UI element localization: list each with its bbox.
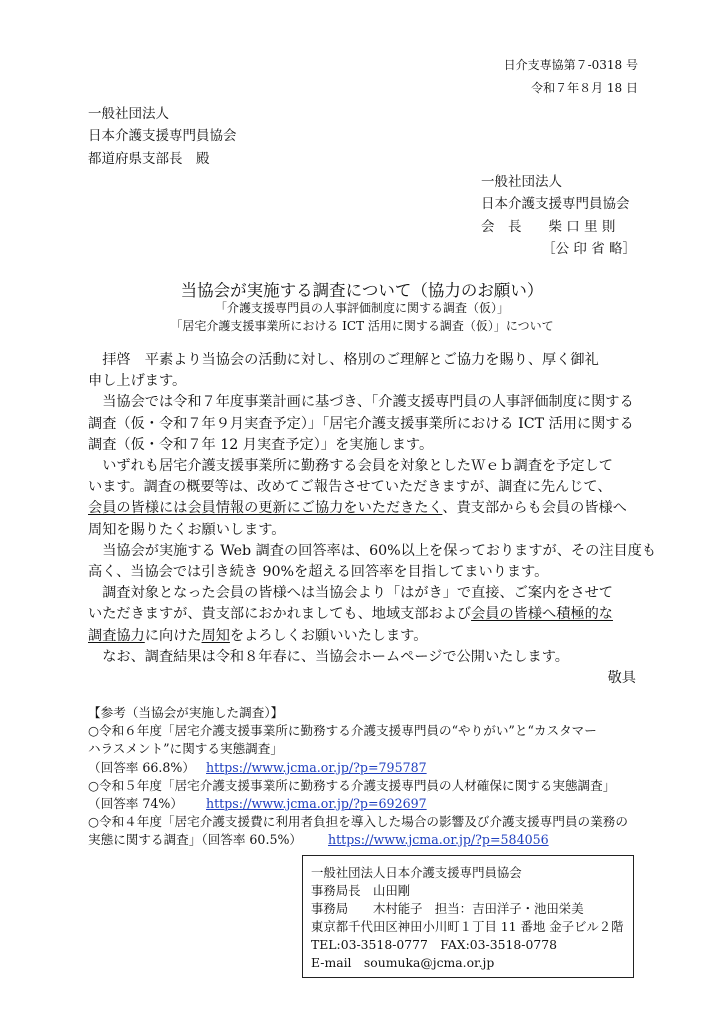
body-line: 当協会では令和７年度事業計画に基づき、「介護支援専門員の人事評価制度に関する [88,394,634,411]
subtitle: 「介護支援専門員の人事評価制度に関する調査（仮）」 [214,301,509,315]
body-line: 周知を賜りたくお願いします。 [88,521,286,538]
contact-content [311,864,624,972]
survey-link[interactable]: https://www.jcma.or.jp/?p=795787 [206,759,427,775]
body-line [88,626,656,647]
reference-item [88,759,628,777]
recipient-line: 日本介護支援専門員協会 [88,128,237,144]
sender-president: 会 長 柴 口 里 則 [481,219,616,235]
doc-number: 日介支専協第７-0318 号 [503,58,638,72]
sender-line: 日本介護支援専門員協会 [481,196,630,212]
reference-heading: 【参考（当協会が実施した調査）】 [88,705,284,720]
page-title: 当協会が実施する調査について（協力のお願い） [180,281,544,300]
contact-phone: TEL:03-3518-0777 FAX:03-3518-0778 [311,937,557,952]
body-line: 調査（仮・令和７年 12 月実査予定）」を実施します。 [88,436,434,453]
subtitle: 「居宅介護支援事業所における ICT 活用に関する調査（仮）」について [170,319,554,333]
issue-date: 令和７年８月 18 日 [531,81,638,95]
contact-org: 一般社団法人日本介護支援専門員協会 [311,865,522,880]
body-line: 調査対象となった会員の皆様へは当協会より「はがき」で直接、ご案内をさせて [88,585,613,602]
closing-keigu: 敬具 [607,670,636,686]
contact-box [302,855,634,978]
reference-item [88,795,628,813]
contact-email: E-mail soumuka@jcma.or.jp [311,955,495,970]
reference-item: ハラスメント”に関する実態調査」 [88,741,283,757]
underlined-request: 周知 [201,627,230,644]
body-fragment: に向けた [144,627,202,644]
contact-address: 東京都千代田区神田小川町１丁目 11 番地 金子ビル２階 [311,919,624,934]
recipient-line: 一般社団法人 [88,106,169,122]
body-fragment: 、貴支部からも会員の皆様へ [442,500,627,517]
body-line: 調査（仮・令和７年９月実査予定）」「居宅介護支援事業所における ICT 活用に関する [88,415,634,432]
reference-item [88,831,628,849]
underlined-request: 会員の皆様へ積極的な [471,606,613,623]
body-line: います。調査の概要等は、改めてご報告させていただきますが、調査に先んじて、 [88,479,612,496]
sender-line: 一般社団法人 [481,174,562,190]
underlined-request: 調査協力 [88,627,145,644]
response-rate: （回答率 74%） [88,796,183,812]
response-rate: 実態に関する調査」（回答率 60.5%） [88,832,303,848]
reference-section [88,704,628,850]
reference-item: ○令和４年度「居宅介護支援費に利用者負担を導入した場合の影響及び介護支援専門員の業務の [88,814,628,830]
body-line [88,604,656,625]
body-line [88,498,656,519]
survey-link[interactable]: https://www.jcma.or.jp/?p=692697 [206,796,427,812]
reference-item: ○令和６年度「居宅介護支援事業所に勤務する介護支援専門員の“やりがい”と“カスタマー [88,723,597,739]
body-line: 拝啓 平素より当協会の活動に対し、格別のご理解とご協力を賜り、厚く御礼 [88,352,599,368]
reference-item: ○令和５年度「居宅介護支援事業所に勤務する介護支援専門員の人材確保に関する実態調査」 [88,777,616,793]
recipient-line: 都道府県支部長 殿 [88,151,210,167]
body-line: なお、調査結果は令和８年春に、当協会ホームページで公開いたします。 [88,648,569,665]
body-line: 申し上げます。 [88,373,187,390]
body-text [88,350,656,668]
contact-director: 事務局長 山田剛 [311,883,411,898]
body-line: 高く、当協会では引き続き 90%を超える回答率を目指してまいります。 [88,564,549,581]
response-rate: （回答率 66.8%） [88,759,195,775]
contact-staff: 事務局 木村能子 担当：吉田洋子・池田栄美 [311,901,584,916]
seal-omitted-note: ［公 印 省 略］ [542,241,636,257]
underlined-request: 会員の皆様には会員情報の更新にご協力をいただきたく [88,500,443,517]
body-line: いずれも居宅介護支援事業所に勤務する会員を対象としたＷｅｂ調査を予定して [88,458,613,475]
body-line: 当協会が実施する Web 調査の回答率は、60%以上を保っておりますが、その注目度も [88,542,657,559]
body-fragment: いただきますが、貴支部におかれましても、地域支部および [88,606,472,623]
body-fragment: をよろしくお願いいたします。 [229,627,428,644]
survey-link[interactable]: https://www.jcma.or.jp/?p=584056 [328,832,549,848]
